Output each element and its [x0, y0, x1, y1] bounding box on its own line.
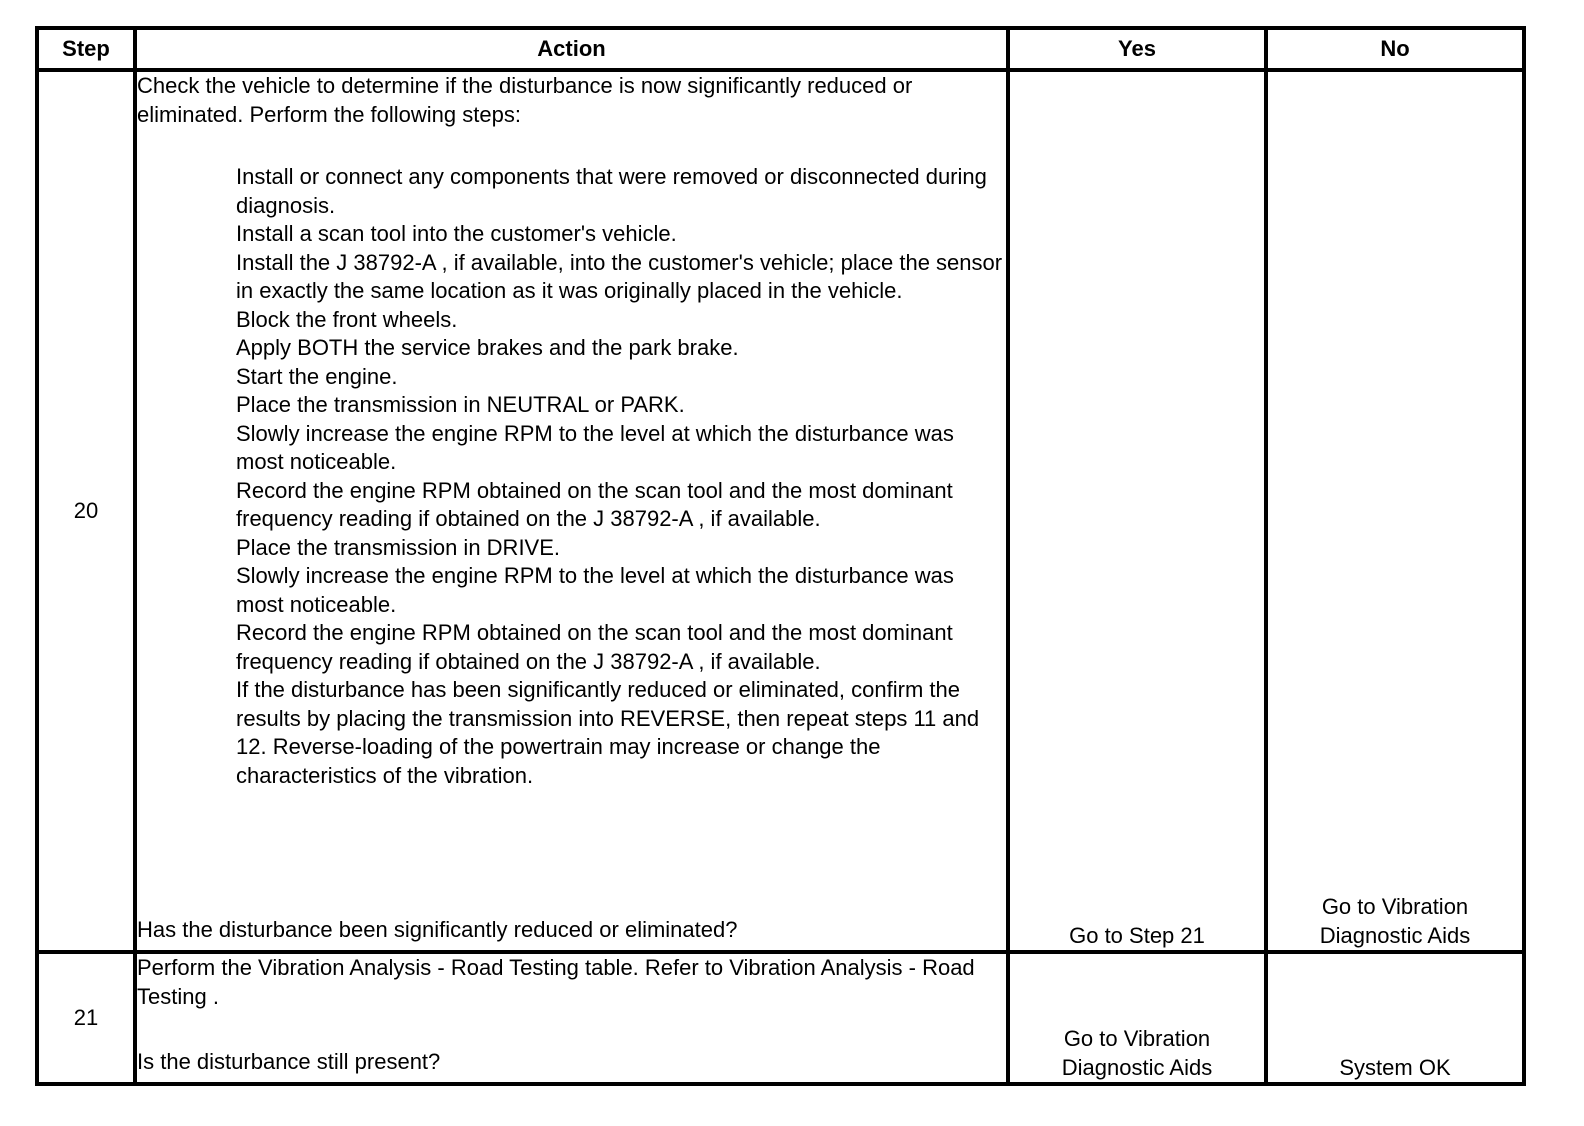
no-outcome-text: System OK — [1339, 1054, 1451, 1080]
table-row — [37, 70, 1524, 952]
action-question: Has the disturbance been significantly reduced or eliminated? — [137, 916, 738, 942]
diagnostic-table — [35, 26, 1526, 1086]
header-step: Step — [37, 28, 135, 70]
header-action: Action — [135, 28, 1008, 70]
yes-outcome — [1008, 952, 1266, 1084]
no-outcome — [1266, 70, 1524, 952]
action-question: Is the disturbance still present? — [137, 1048, 441, 1074]
procedure-step: Record the engine RPM obtained on the scan tool and the most dominant frequency reading if obtained on the J 38792-A , if available. — [236, 477, 953, 531]
step-number: 21 — [37, 952, 135, 1084]
procedure-step: Install or connect any components that were removed or disconnected during diagnosis. — [236, 164, 987, 218]
procedure-step: Install a scan tool into the customer's vehicle. — [236, 221, 677, 246]
procedure-step: Apply BOTH the service brakes and the park brake. — [236, 335, 739, 360]
action-intro: Perform the Vibration Analysis - Road Testing table. Refer to Vibration Analysis - Road Testing . — [137, 955, 975, 1009]
procedure-step: Place the transmission in DRIVE. — [236, 534, 561, 560]
yes-outcome-line1: Go to Vibration — [1063, 1026, 1211, 1051]
procedure-step: Block the front wheels. — [236, 306, 458, 332]
procedure-step: Place the transmission in NEUTRAL or PARK. — [236, 392, 685, 417]
procedure-step: If the disturbance has been significantly reduced or eliminated, confirm the results by placing the transmission into REVERSE, then repeat steps 11 and 12. Reverse-loading of the powertrain may increase or change the characteristics of the vibration. — [236, 677, 980, 788]
no-outcome — [1266, 952, 1524, 1084]
yes-outcome — [1008, 70, 1266, 952]
table-row — [37, 952, 1524, 1084]
yes-outcome-line2: Diagnostic Aids — [1061, 1054, 1213, 1080]
action-cell — [135, 70, 1008, 952]
no-outcome-line1: Go to Vibration — [1321, 894, 1469, 919]
header-no: No — [1266, 28, 1524, 70]
action-intro: Check the vehicle to determine if the disturbance is now significantly reduced or eliminated. Perform the following steps: — [137, 73, 913, 127]
procedure-steps — [137, 163, 1006, 790]
step-number: 20 — [37, 70, 135, 952]
procedure-step: Slowly increase the engine RPM to the level at which the disturbance was most noticeable. — [236, 563, 954, 617]
action-cell — [135, 952, 1008, 1084]
no-outcome-line2: Diagnostic Aids — [1319, 922, 1471, 948]
yes-outcome-text: Go to Step 21 — [1069, 922, 1205, 948]
header-row — [37, 28, 1524, 70]
procedure-step: Install the J 38792-A , if available, into the customer's vehicle; place the sensor in exactly the same location as it was originally placed in the vehicle. — [236, 249, 1003, 303]
procedure-step: Record the engine RPM obtained on the scan tool and the most dominant frequency reading if obtained on the J 38792-A , if available. — [236, 620, 953, 674]
header-yes: Yes — [1008, 28, 1266, 70]
procedure-step: Slowly increase the engine RPM to the level at which the disturbance was most noticeable. — [236, 420, 954, 474]
procedure-step: Start the engine. — [236, 363, 398, 389]
